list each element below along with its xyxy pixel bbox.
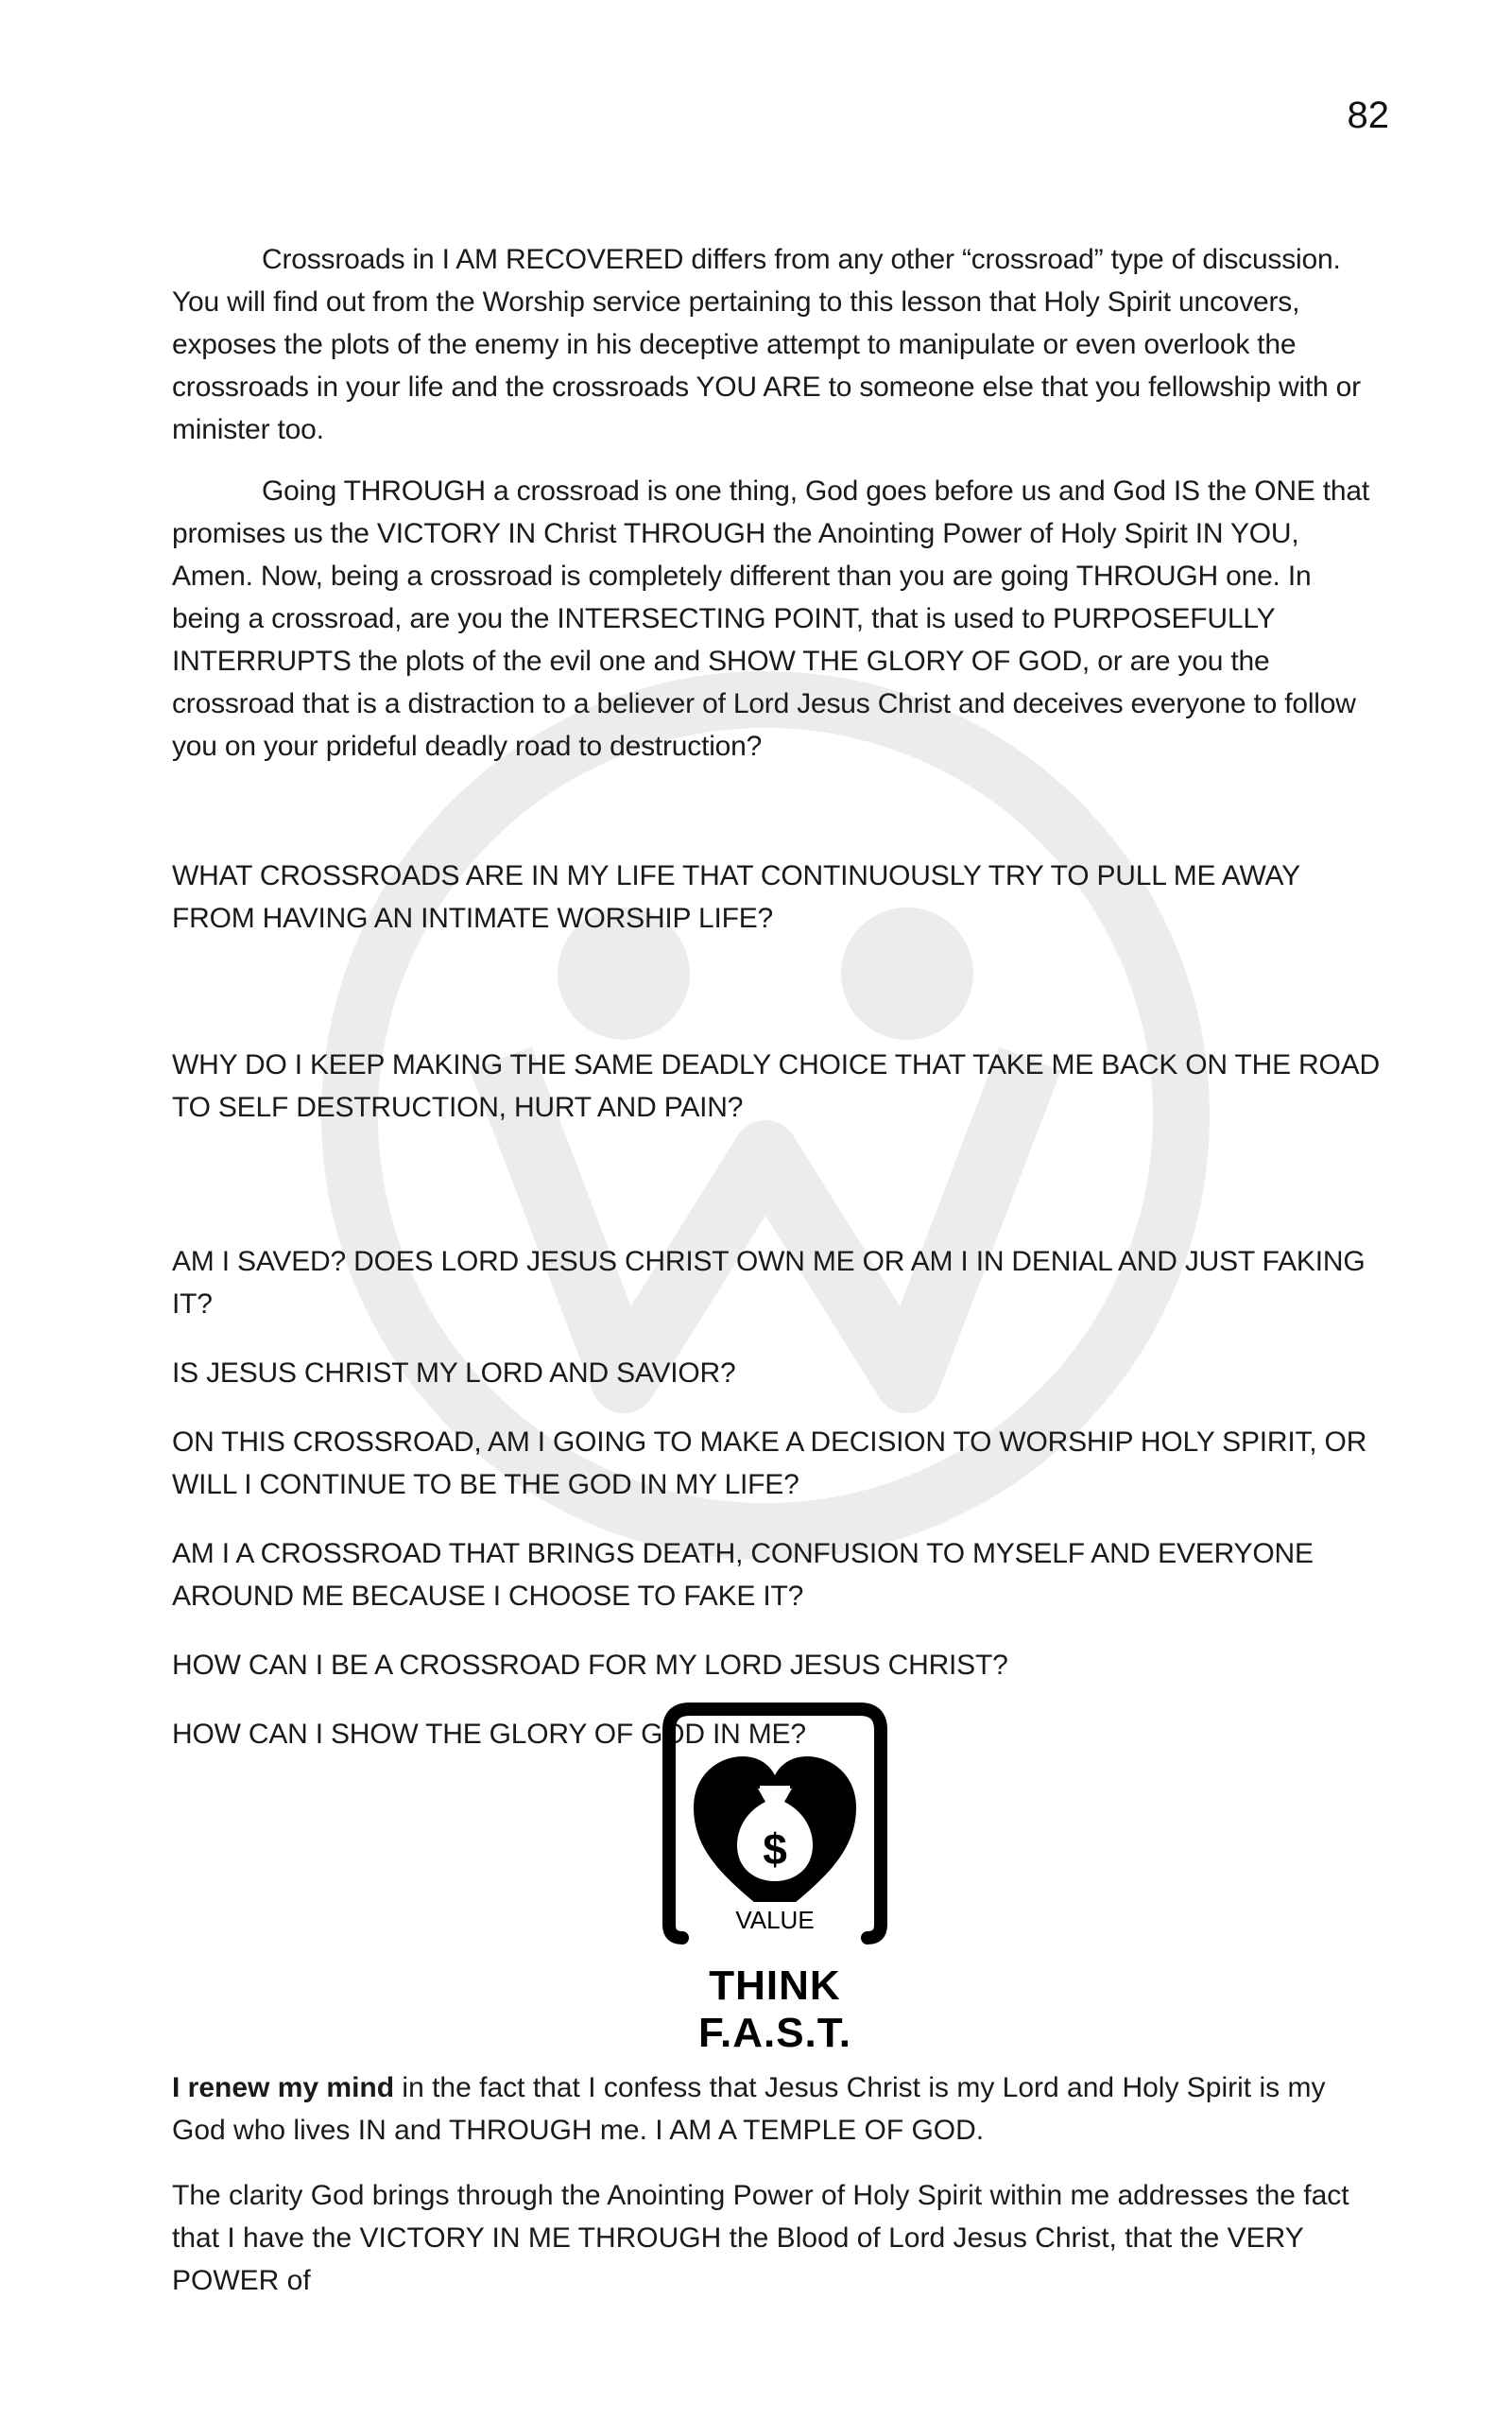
renew-paragraph <box>172 2066 1382 2152</box>
question-item: IS JESUS CHRIST MY LORD AND SAVIOR? <box>172 1357 736 1389</box>
closing-text <box>172 2066 1382 2325</box>
main-text <box>172 238 1382 1755</box>
intro-paragraph: Crossroads in I AM RECOVERED differs from any other “crossroad” type of discussion. You will find out from the Worship service pertaining to this lesson that Holy Spirit uncovers, exposes the plots of the enemy in his deceptive attempt to manipulate or even overlook the crossroads in your life and the crossroads YOU ARE to someone else that you fellowship with or minister too. <box>172 244 1361 445</box>
question-item: AM I A CROSSROAD THAT BRINGS DEATH, CONFUSION TO MYSELF AND EVERYONE AROUND ME BECAUSE I CHOOSE TO FAKE IT? <box>172 1538 1314 1612</box>
page-number: 82 <box>1347 95 1389 136</box>
question-item: WHY DO I KEEP MAKING THE SAME DEADLY CHOICE THAT TAKE ME BACK ON THE ROAD TO SELF DESTRUCTION, HURT AND PAIN? <box>172 1049 1380 1123</box>
svg-text:$: $ <box>763 1824 787 1874</box>
value-logo <box>643 1702 907 2057</box>
svg-text:VALUE: VALUE <box>735 1906 815 1934</box>
renew-rest: in the fact that I confess that Jesus Christ is my Lord and Holy Spirit is my God who lives IN and THROUGH me. I AM A TEMPLE OF GOD. <box>172 2072 1326 2146</box>
crossroad-paragraph: Going THROUGH a crossroad is one thing, God goes before us and God IS the ONE that promises us the VICTORY IN Christ THROUGH the Anointing Power of Holy Spirit IN YOU, Amen. Now, being a crossroad is completely different than you are going THROUGH one. In being a crossroad, are you the INTERSECTING POINT, that is used to PURPOSEFULLY INTERRUPTS the plots of the evil one and SHOW THE GLORY OF GOD, or are you the crossroad that is a distraction to a believer of Lord Jesus Christ and deceives everyone to follow you on your prideful deadly road to destruction? <box>172 475 1369 762</box>
question-item: AM I SAVED? DOES LORD JESUS CHRIST OWN ME OR AM I IN DENIAL AND JUST FAKING IT? <box>172 1246 1366 1320</box>
closing-paragraph: The clarity God brings through the Anointing Power of Holy Spirit within me addresses the fact that I have the VICTORY IN ME THROUGH the Blood of Lord Jesus Christ, that the VERY POWER of <box>172 2180 1349 2296</box>
question-item: ON THIS CROSSROAD, AM I GOING TO MAKE A DECISION TO WORSHIP HOLY SPIRIT, OR WILL I CONTINUE TO BE THE GOD IN MY LIFE? <box>172 1426 1367 1500</box>
question-item: HOW CAN I BE A CROSSROAD FOR MY LORD JESUS CHRIST? <box>172 1650 1008 1681</box>
renew-lead: I renew my mind <box>172 2072 395 2103</box>
question-item: HOW CAN I SHOW THE GLORY OF GOD IN ME? <box>172 1719 806 1750</box>
question-item: WHAT CROSSROADS ARE IN MY LIFE THAT CONTINUOUSLY TRY TO PULL ME AWAY FROM HAVING AN INTIMATE WORSHIP LIFE? <box>172 860 1300 934</box>
heart-moneybag-icon <box>662 1702 888 1957</box>
logo-caption: THINK F.A.S.T. <box>697 1962 852 2056</box>
